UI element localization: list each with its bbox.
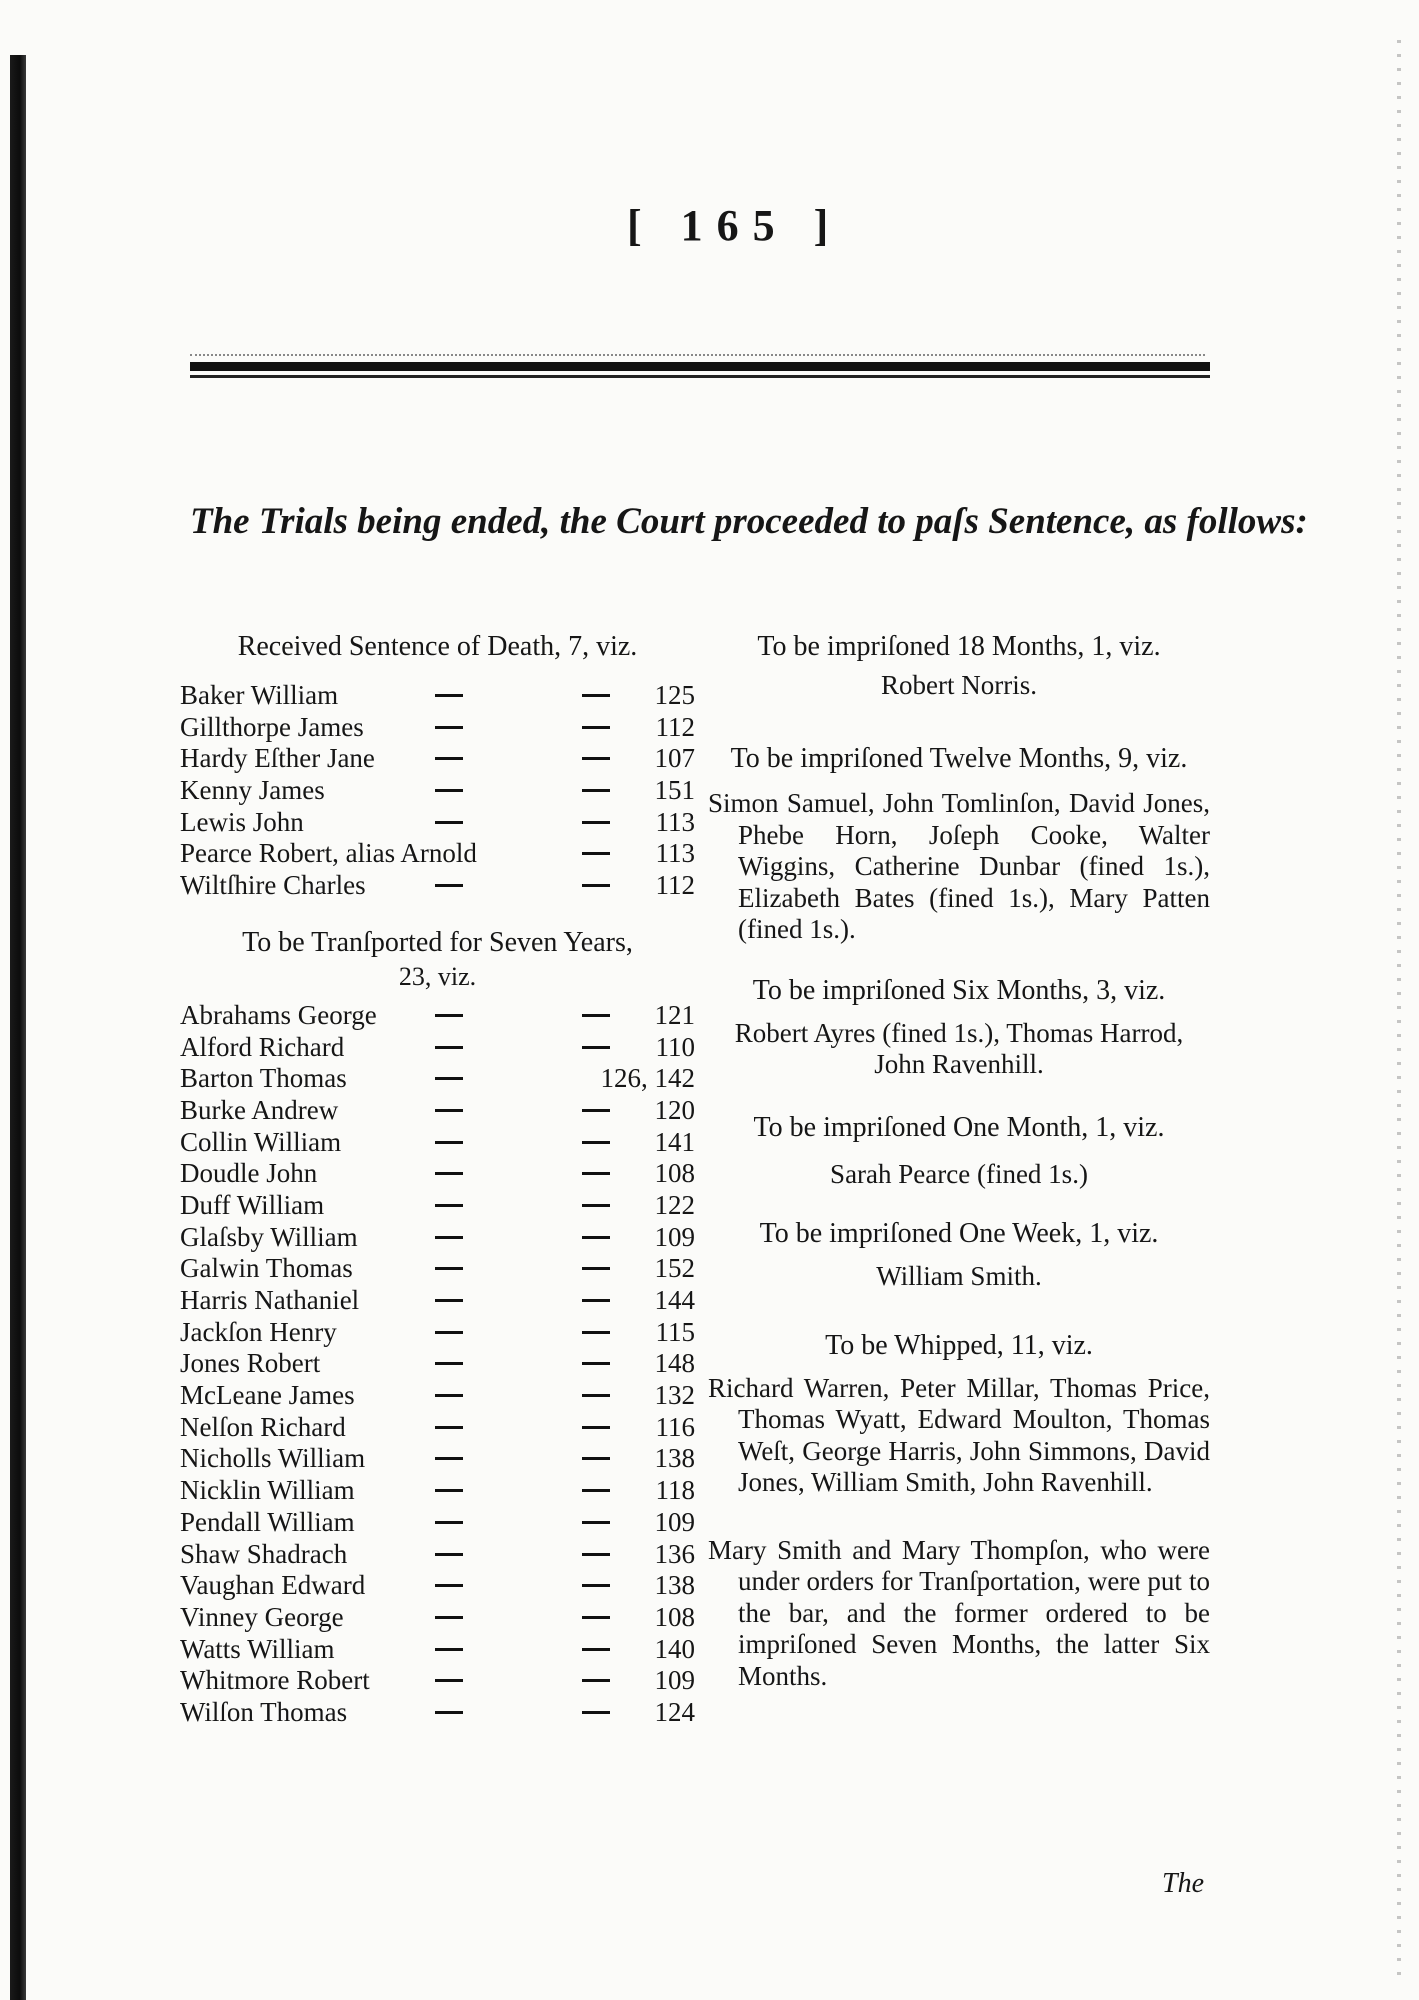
dash — [582, 1141, 610, 1144]
convict-name: Wilſon Thomas — [180, 1696, 348, 1727]
section-title: To be Whipped, 11, viz. — [825, 1329, 1093, 1361]
convict-name: Abrahams George — [180, 999, 377, 1030]
dash — [435, 1584, 463, 1587]
list-item — [180, 1602, 695, 1634]
dash — [435, 694, 463, 697]
right-column — [708, 630, 1210, 1692]
dash — [435, 1426, 463, 1429]
section-body: Mary Smith and Mary Thompſon, who were under orders for Tranſportation, were put to the bar, and the former ordered to be impriſoned Seven Months, the latter Six Months. — [708, 1534, 1210, 1691]
dash — [582, 694, 610, 697]
dash — [435, 1553, 463, 1556]
page-ref: 115 — [655, 1316, 695, 1347]
page-ref: 136 — [654, 1538, 695, 1569]
dash — [435, 1648, 463, 1651]
section-body: Simon Samuel, John Tomlinſon, David Jones, Phebe Horn, Joſeph Cooke, Walter Wiggins, Catherine Dunbar (fined 1s.), Elizabeth Bates (fined 1s.), Mary Patten (fined 1s.). — [708, 788, 1210, 944]
dash — [582, 1616, 610, 1619]
list-item — [180, 1443, 695, 1475]
dash — [582, 1426, 610, 1429]
page-ref: 120 — [654, 1094, 695, 1125]
dash — [582, 1394, 610, 1397]
dash — [435, 1267, 463, 1270]
dash — [435, 1711, 463, 1714]
dash — [435, 1172, 463, 1175]
convict-name: Pearce Robert, alias Arnold — [180, 838, 477, 869]
list-item — [180, 1032, 695, 1064]
dash — [582, 821, 610, 824]
dash — [435, 1077, 463, 1080]
page-ref: 151 — [654, 775, 695, 806]
list-item — [180, 1190, 695, 1222]
convict-name: Kenny James — [180, 775, 325, 806]
dash — [435, 1141, 463, 1144]
convict-name: McLeane James — [180, 1380, 355, 1411]
dash — [582, 1267, 610, 1270]
page-ref: 122 — [654, 1189, 695, 1220]
page-ref: 152 — [654, 1253, 695, 1284]
convict-name: Burke Andrew — [180, 1094, 339, 1125]
dash — [582, 1331, 610, 1334]
list-item — [180, 1475, 695, 1507]
dash — [582, 726, 610, 729]
page-ref: 112 — [655, 711, 695, 742]
convict-name: Galwin Thomas — [180, 1253, 353, 1284]
page-ref: 121 — [654, 999, 695, 1030]
dash — [582, 1553, 610, 1556]
page-ref: 140 — [654, 1633, 695, 1664]
heading-rule — [190, 362, 1210, 371]
transport-list — [180, 1000, 695, 1729]
death-section-title: Received Sentence of Death, 7, viz. — [237, 631, 638, 662]
dash — [435, 1236, 463, 1239]
page-ref: 109 — [654, 1665, 695, 1696]
list-item — [180, 1095, 695, 1127]
dash — [582, 852, 610, 855]
page-ref: 125 — [654, 680, 695, 710]
dash — [435, 1204, 463, 1207]
dash — [582, 1204, 610, 1207]
dash — [582, 884, 610, 887]
section-body: Richard Warren, Peter Millar, Thomas Price, Thomas Wyatt, Edward Moulton, Thomas Weſt, George Harris, John Simmons, David Jones, William Smith, John Ravenhill. — [708, 1372, 1210, 1497]
dash — [435, 884, 463, 887]
page-ref: 108 — [654, 1158, 695, 1189]
convict-name: Watts William — [180, 1633, 335, 1664]
section-body: Robert Ayres (fined 1s.), Thomas Harrod, John Ravenhill. — [734, 1017, 1184, 1079]
list-item — [180, 775, 695, 807]
section-title: To be impriſoned Twelve Months, 9, viz. — [730, 743, 1188, 774]
dotted-rule — [190, 354, 1205, 356]
page-ref: 138 — [654, 1570, 695, 1601]
convict-name: Lewis John — [180, 806, 304, 837]
dash — [582, 1679, 610, 1682]
death-list — [180, 680, 695, 902]
page-ref: 109 — [654, 1506, 695, 1537]
list-item — [180, 1412, 695, 1444]
section-title: To be impriſoned Six Months, 3, viz. — [752, 974, 1166, 1006]
page-ref: 113 — [655, 806, 695, 837]
dash — [435, 1014, 463, 1017]
page-ref: 113 — [655, 838, 695, 869]
dash — [435, 1331, 463, 1334]
dash — [582, 1046, 610, 1049]
section-body: William Smith. — [876, 1260, 1042, 1291]
list-item — [180, 1158, 695, 1190]
convict-name: Alford Richard — [180, 1031, 345, 1062]
dash — [582, 1457, 610, 1460]
convict-name: Jackſon Henry — [180, 1316, 337, 1347]
list-item — [180, 1348, 695, 1380]
list-item — [180, 1222, 695, 1254]
dash — [582, 1172, 610, 1175]
dash — [435, 1457, 463, 1460]
list-item — [180, 838, 695, 870]
transport-section-title: To be Tranſported for Seven Years, — [242, 926, 633, 958]
convict-name: Nelſon Richard — [180, 1411, 346, 1442]
convict-name: Collin William — [180, 1126, 342, 1157]
page-number: [ 165 ] — [627, 201, 843, 250]
list-item — [180, 1317, 695, 1349]
dash — [582, 1711, 610, 1714]
convict-name: Barton Thomas — [180, 1063, 347, 1094]
binding-edge — [10, 55, 26, 2000]
page-ref: 144 — [654, 1285, 695, 1315]
page-ref: 118 — [655, 1475, 695, 1506]
convict-name: Doudle John — [180, 1158, 318, 1189]
heading-rule-lower — [190, 375, 1210, 378]
catchword: The — [1162, 1868, 1204, 1899]
dash — [582, 1489, 610, 1492]
section-title: To be impriſoned One Month, 1, viz. — [753, 1111, 1165, 1143]
list-item — [180, 1634, 695, 1666]
page-ref: 109 — [654, 1221, 695, 1252]
convict-name: Vinney George — [180, 1601, 344, 1632]
dash — [435, 1046, 463, 1049]
dash — [435, 1362, 463, 1365]
page-ref: 126, 142 — [600, 1063, 695, 1094]
dash — [582, 1362, 610, 1365]
page-ref: 124 — [654, 1696, 695, 1727]
list-item — [180, 1507, 695, 1539]
convict-name: Gillthorpe James — [180, 711, 364, 742]
dash — [582, 757, 610, 760]
convict-name: Nicklin William — [180, 1475, 355, 1506]
page-ref: 110 — [655, 1031, 695, 1062]
convict-name: Baker William — [180, 680, 339, 710]
scan-edge — [1397, 40, 1401, 1980]
dash — [582, 1236, 610, 1239]
convict-name: Pendall William — [180, 1506, 355, 1537]
dash — [435, 1679, 463, 1682]
dash — [435, 1109, 463, 1112]
dash — [582, 1109, 610, 1112]
left-column — [180, 630, 695, 1729]
list-item — [180, 1697, 695, 1729]
list-item — [180, 1285, 695, 1317]
dash — [582, 1521, 610, 1524]
list-item — [180, 870, 695, 902]
convict-name: Shaw Shadrach — [180, 1538, 348, 1569]
section-title: To be impriſoned One Week, 1, viz. — [759, 1217, 1159, 1249]
list-item — [180, 807, 695, 839]
dash — [582, 1299, 610, 1302]
convict-name: Nicholls William — [180, 1443, 366, 1474]
dash — [435, 789, 463, 792]
list-item — [180, 743, 695, 775]
page-ref: 132 — [654, 1380, 695, 1411]
list-item — [180, 1539, 695, 1571]
convict-name: Hardy Eſther Jane — [180, 743, 375, 774]
page-ref: 112 — [655, 870, 695, 901]
list-item — [180, 1380, 695, 1412]
convict-name: Duff William — [180, 1189, 325, 1220]
convict-name: Whitmore Robert — [180, 1665, 370, 1696]
dash — [435, 757, 463, 760]
dash — [435, 1521, 463, 1524]
page-ref: 108 — [654, 1601, 695, 1632]
list-item — [180, 712, 695, 744]
dash — [435, 1489, 463, 1492]
page-ref: 138 — [654, 1443, 695, 1474]
page-ref: 148 — [654, 1348, 695, 1379]
page-ref: 107 — [654, 743, 695, 774]
transport-section-count: 23, viz. — [398, 961, 477, 991]
dash — [435, 726, 463, 729]
dash — [582, 789, 610, 792]
section-title: To be impriſoned 18 Months, 1, viz. — [757, 631, 1161, 662]
dash — [582, 1584, 610, 1587]
convict-name: Wiltſhire Charles — [180, 870, 366, 901]
list-item — [180, 680, 695, 712]
list-item — [180, 1063, 695, 1095]
list-item — [180, 1127, 695, 1159]
dash — [435, 1616, 463, 1619]
dash — [435, 821, 463, 824]
page-ref: 116 — [655, 1411, 695, 1442]
dash — [582, 1648, 610, 1651]
list-item — [180, 1253, 695, 1285]
convict-name: Vaughan Edward — [180, 1570, 366, 1601]
convict-name: Jones Robert — [180, 1348, 321, 1379]
page-heading: The Trials being ended, the Court proceeded to paſs Sentence, as follows: — [190, 501, 1308, 542]
list-item — [180, 1665, 695, 1697]
section-body: Robert Norris. — [881, 670, 1037, 700]
dash — [435, 1299, 463, 1302]
list-item — [180, 1000, 695, 1032]
convict-name: Harris Nathaniel — [180, 1285, 360, 1315]
convict-name: Glaſsby William — [180, 1221, 358, 1252]
list-item — [180, 1570, 695, 1602]
section-body: Sarah Pearce (fined 1s.) — [830, 1158, 1088, 1189]
dash — [435, 1394, 463, 1397]
dash — [582, 1014, 610, 1017]
page-ref: 141 — [654, 1126, 695, 1157]
